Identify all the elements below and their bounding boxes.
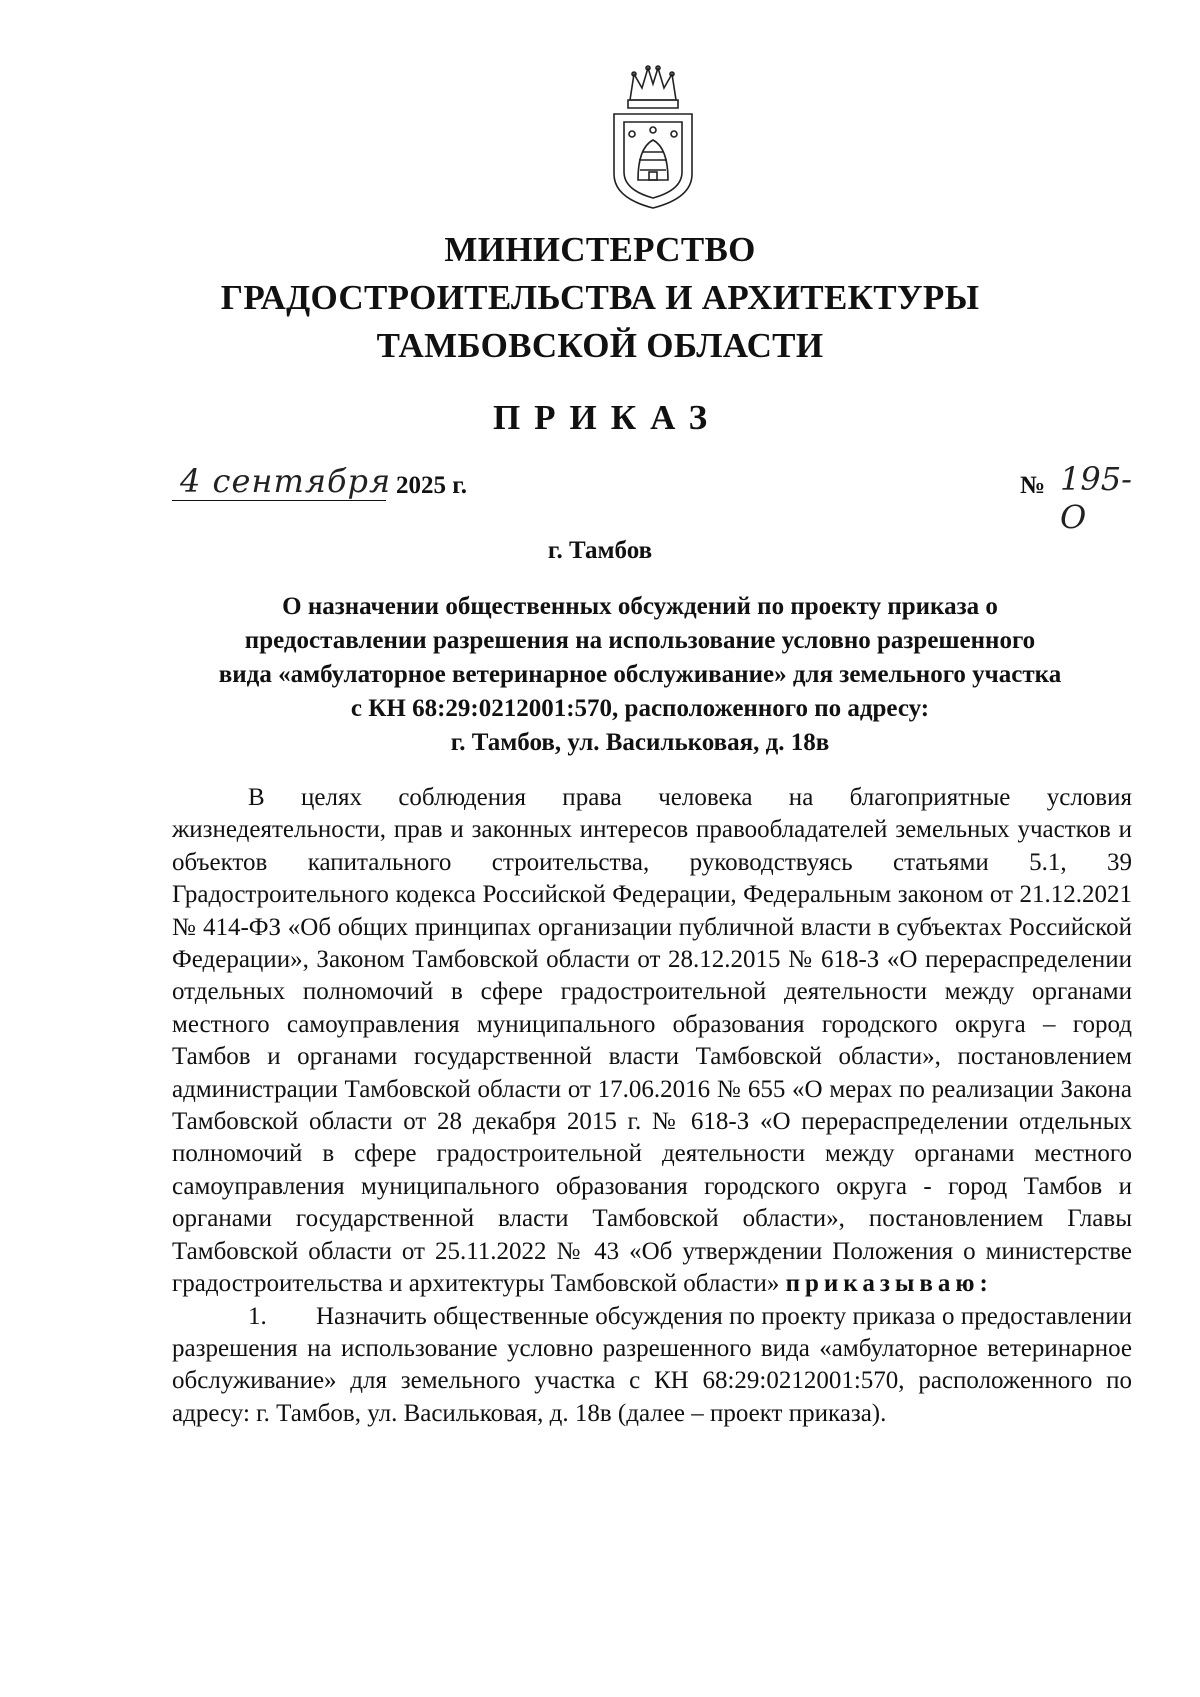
handwritten-number: 195-О (1060, 460, 1132, 536)
decree-word: приказываю: (785, 1270, 993, 1298)
document-type-title: ПРИКАЗ (492, 398, 722, 437)
ministry-name-line-2: ГРАДОСТРОИТЕЛЬСТВА И АРХИТЕКТУРЫ (220, 278, 980, 317)
ministry-name-line-1: МИНИСТЕРСТВО (444, 230, 756, 269)
subject-line-1: О назначении общественных обсуждений по проекту приказа о (282, 593, 998, 620)
order-subject (150, 590, 1130, 760)
subject-line-2: предоставлении разрешения на использование условно разрешенного (244, 627, 1036, 654)
tambov-coat-of-arms-icon (608, 62, 698, 210)
preamble-text: В целях соблюдения права человека на благоприятные условия жизнедеятельности, прав и законных интересов правообладателей земельных участков и объектов капитального строительства, руководствуясь статьями 5.1, 39 Градостроительного кодекса Российской Федерации, Федеральным законом от 21.12.2021 № 414-ФЗ «Об общих принципах организации публичной власти в субъектах Российской Федерации», Законом Тамбовской области от 28.12.2015 № 618-З «О перераспределении отдельных полномочий в сфере градостроительной деятельности между органами местного самоуправления муниципального образования городского округа – город Тамбов и органами государственной власти Тамбовской области», постановлением администрации Тамбовской области от 17.06.2016 № 655 «О мерах по реализации Закона Тамбовской области от 28 декабря 2015 г. № 618-З «О перераспределении отдельных полномочий в сфере градостроительной деятельности между органами местного самоуправления муниципального образования городского округа - город Тамбов и органами государственной власти Тамбовской области», постановлением Главы Тамбовской области от 25.11.2022 № 43 «Об утверждении Положения о министерстве градостроительства и архитектуры Тамбовской области» (172, 784, 1132, 1298)
preamble-paragraph (172, 782, 1132, 1301)
order-item (172, 1301, 1132, 1431)
subject-line-4: с КН 68:29:0212001:570, расположенного по адресу: (350, 695, 930, 722)
date-number-row (172, 460, 1132, 536)
date-underline (172, 500, 386, 501)
ministry-name (0, 226, 1200, 370)
city-line: г. Тамбов (547, 537, 653, 564)
ministry-name-line-3: ТАМБОВСКОЙ ОБЛАСТИ (376, 326, 824, 365)
order-item-text: Назначить общественные обсуждения по проекту приказа о предоставлении разрешения на использование условно разрешенного вида «амбулаторное ветеринарное обслуживание» для земельного участка с КН 68:29:0212001:570, расположенного по адресу: г. Тамбов, ул. Васильковая, д. 18в (далее – проект приказа). (172, 1302, 1132, 1427)
order-item-number: 1. (248, 1302, 267, 1330)
number-label: № (1020, 472, 1046, 499)
subject-line-5: г. Тамбов, ул. Васильковая, д. 18в (450, 729, 830, 756)
date-year: 2025 г. (396, 472, 468, 499)
order-body (172, 782, 1132, 1430)
handwritten-date: 4 сентября (180, 462, 392, 500)
subject-line-3: вида «амбулаторное ветеринарное обслуживание» для земельного участка (218, 661, 1062, 688)
